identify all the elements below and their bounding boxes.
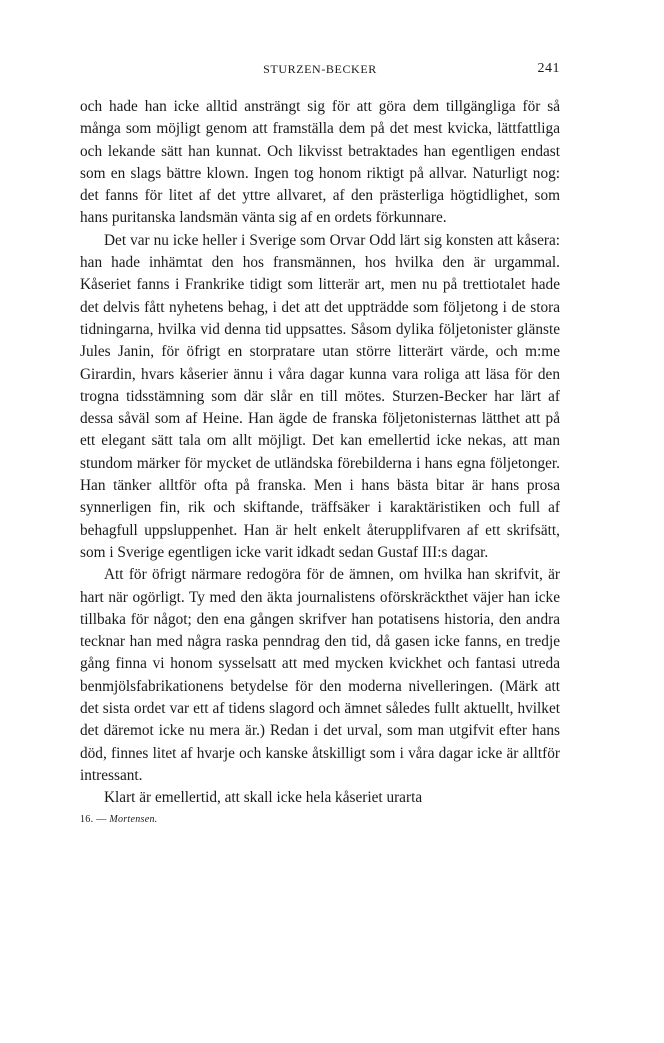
paragraph-continued: och hade han icke alltid ansträngt sig för att göra dem tillgängliga för så många som möjligt genom att framställa dem på det mest kvicka, lättfattliga och lekande sätt han kunnat. Och likvisst betraktades han egentligen endast som en slags bättre klown. Ingen tog honom riktigt på allvar. Naturligt nog: det fanns för litet af det yttre allvaret, af den prästerliga högtidlighet, som hans puritanska landsmän vänta sig af en ordets förkunnare. — [80, 98, 560, 227]
printer-signature — [80, 814, 560, 825]
signature-number: 16. — — [80, 813, 107, 825]
paragraph: Det var nu icke heller i Sverige som Orvar Odd lärt sig konsten att kåsera: han hade inhämtat den hos fransmännen, hos hvilka den är urgammal. Kåseriet fanns i Frankrike tidigt som litterär art, men nu på trettiotalet hade det delvis fått nyhetens behag, i det att det uppträdde som följetong i de stora tidningarna, hvilka vid denna tid uppsattes. Såsom dylika följetonister glänste Jules Janin, för öfrigt en storpratare utan större litterärt värde, och m:me Girardin, hvars kåserier ännu i våra dagar kunna vara roliga att läsa för den trogna tidsstämning som där slår en till mötes. Sturzen-Becker har lärt af dessa såväl som af Heine. Han ägde de franska följetonisternas lätthet att på ett elegant sätt tala om allt möjligt. Det kan emellertid icke nekas, att man stundom märker för mycket de utländska förebilderna i hans egna följetonger. Han tänker alltför ofta på franska. Men i hans bästa bitar är hans prosa synnerligen fin, rik och skiftande, träffsäker i karaktäristiken och full af behagfull uppsluppenhet. Han är helt enkelt återupplifvaren af ett skrifsätt, som i Sverige egentligen icke varit idkadt sedan Gustaf III:s dagar. — [80, 231, 560, 561]
book-page — [80, 60, 560, 825]
body-text — [80, 96, 560, 810]
page-number: 241 — [537, 61, 560, 76]
signature-name: Mortensen. — [109, 813, 158, 825]
paragraph: Klart är emellertid, att skall icke hela kåseriet urarta — [104, 789, 423, 807]
running-head — [80, 60, 560, 82]
paragraph: Att för öfrigt närmare redogöra för de ämnen, om hvilka han skrifvit, är hart när ogörligt. Ty med den äkta journalistens oförskräckthet väjer han icke tillbaka för något; den ena gången skrifver han potatisens historia, den andra tecknar han med några raska penndrag den tid, då gasen icke fanns, en tredje gång finna vi honom sysselsatt att med mycken kvickhet och fantasi utreda benmjölsfabrikationens betydelse för den moderna nivelleringen. (Märk att det sista ordet var ett af tidens slagord och ämnet således fullt aktuellt, hvilket det däremot icke nu mera är.) Redan i det urval, som man utgifvit efter hans död, finnes litet af hvarje och kanske åtskilligt som i våra dagar icke är alltför intressant. — [80, 566, 560, 784]
running-title: STURZEN-BECKER — [263, 62, 377, 76]
